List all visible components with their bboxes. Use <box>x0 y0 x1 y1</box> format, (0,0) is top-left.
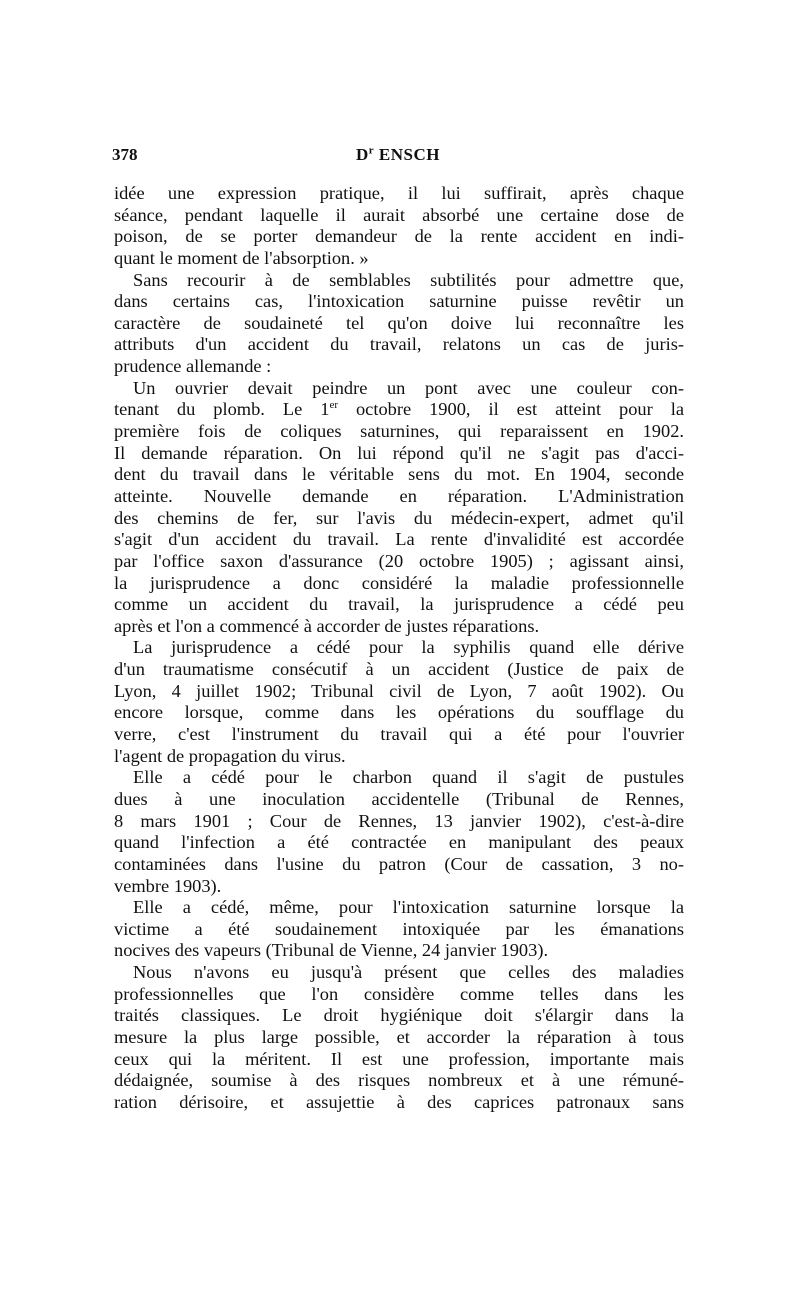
text-line: attributs d'un accident du travail, relatons un cas de juris- <box>114 334 684 355</box>
text-line: idée une expression pratique, il lui suffirait, après chaque <box>114 183 684 203</box>
ordinal-superscript: er <box>329 399 338 412</box>
text-line: Un ouvrier devait peindre un pont avec une couleur con- <box>133 377 684 398</box>
text-line: première fois de coliques saturnines, qui reparaissent en 1902. <box>114 421 684 442</box>
text-line: atteinte. Nouvelle demande en réparation. L'Administration <box>114 485 684 506</box>
text-line: Nous n'avons eu jusqu'à présent que celles des maladies <box>133 962 684 983</box>
text-line: des chemins de fer, sur l'avis du médecin-expert, admet qu'il <box>114 507 684 528</box>
text-line: ration dérisoire, et assujettie à des caprices patronaux sans <box>114 1091 684 1112</box>
text-line: par l'office saxon d'assurance (20 octobre 1905) ; agissant ainsi, <box>114 550 684 571</box>
text-line: comme un accident du travail, la jurisprudence a cédé peu <box>114 594 684 615</box>
text-segment: octobre 1900, il est atteint pour la <box>338 399 685 420</box>
text-line: contaminées dans l'usine du patron (Cour de cassation, 3 no- <box>114 853 684 874</box>
text-line: l'agent de propagation du virus. <box>114 745 346 766</box>
author-prefix: D <box>356 145 369 164</box>
text-line: victime a été soudainement intoxiquée par les émanations <box>114 918 684 939</box>
text-line: verre, c'est l'instrument du travail qui a été pour l'ouvrier <box>114 724 684 745</box>
page-number: 378 <box>112 145 138 164</box>
text-line: professionnelles que l'on considère comme telles dans les <box>114 983 684 1004</box>
text-line: prudence allemande : <box>114 356 272 377</box>
text-line: s'agit d'un accident du travail. La rente d'invalidité est accordée <box>114 529 684 550</box>
author-prefix-superscript: r <box>368 144 375 157</box>
text-line: quant le moment de l'absorption. » <box>114 247 369 268</box>
text-line: Sans recourir à de semblables subtilités pour admettre que, <box>133 269 684 290</box>
text-line: nocives des vapeurs (Tribunal de Vienne, 24 janvier 1903). <box>114 940 549 961</box>
text-line: dent du travail dans le véritable sens du mot. En 1904, seconde <box>114 464 684 485</box>
text-line: Elle a cédé pour le charbon quand il s'agit de pustules <box>133 767 684 788</box>
text-line: La jurisprudence a cédé pour la syphilis quand elle dérive <box>133 637 684 658</box>
text-line: encore lorsque, comme dans les opérations du soufflage du <box>114 702 684 723</box>
text-line: la jurisprudence a donc considéré la maladie professionnelle <box>114 572 684 593</box>
text-line: dédaignée, soumise à des risques nombreux et à une rémuné- <box>114 1070 684 1091</box>
text-line: dans certains cas, l'intoxication saturnine puisse revêtir un <box>114 291 684 312</box>
text-line: poison, de se porter demandeur de la rente accident en indi- <box>114 226 684 247</box>
text-line: vembre 1903). <box>114 875 222 896</box>
text-line: quand l'infection a été contractée en manipulant des peaux <box>114 832 684 853</box>
text-segment: tenant du plomb. Le 1 <box>114 399 330 420</box>
text-line: dues à une inoculation accidentelle (Tribunal de Rennes, <box>114 788 684 809</box>
text-line: après et l'on a commencé à accorder de justes réparations. <box>114 615 540 636</box>
text-line: Il demande réparation. On lui répond qu'il ne s'agit pas d'acci- <box>114 442 684 463</box>
text-line: ceux qui la méritent. Il est une profession, importante mais <box>114 1048 684 1069</box>
text-line: caractère de soudaineté tel qu'on doive lui reconnaître les <box>114 312 684 333</box>
body-text <box>114 183 684 1114</box>
text-line: d'un traumatisme consécutif à un accident (Justice de paix de <box>114 659 684 680</box>
text-line: Elle a cédé, même, pour l'intoxication saturnine lorsque la <box>133 897 684 918</box>
text-line: séance, pendant laquelle il aurait absorbé une certaine dose de <box>114 204 684 225</box>
text-line-with-superscript <box>114 399 684 421</box>
running-head <box>112 145 684 169</box>
text-line: traités classiques. Le droit hygiénique doit s'élargir dans la <box>114 1005 684 1026</box>
text-line: mesure la plus large possible, et accorder la réparation à tous <box>114 1026 684 1047</box>
author-name: ENSCH <box>378 145 440 164</box>
text-line: Lyon, 4 juillet 1902; Tribunal civil de Lyon, 7 août 1902). Ou <box>114 680 684 701</box>
text-line: 8 mars 1901 ; Cour de Rennes, 13 janvier 1902), c'est-à-dire <box>114 810 684 831</box>
running-head-author <box>112 145 684 165</box>
